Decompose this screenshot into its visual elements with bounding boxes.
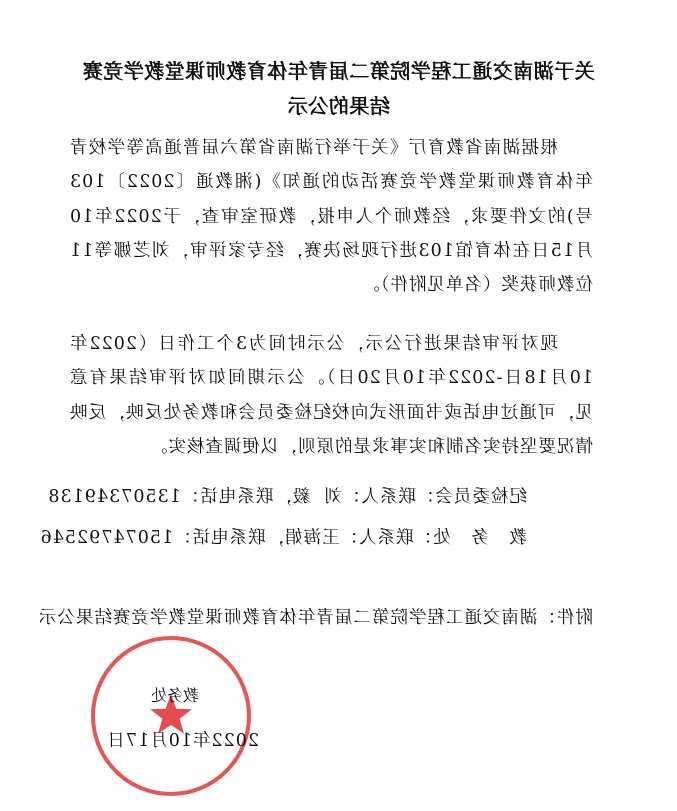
signature-date: 2022年10月17日 (106, 731, 259, 751)
notice-title: 关于湖南交通工程学院第二届青年体育教师课堂教学竞赛 (82, 59, 595, 83)
contact-phone: 联系电话：15074792546 (39, 528, 266, 548)
contact-phone: 联系电话：13507349138 (47, 487, 274, 507)
attachment-line: 附件：湖南交通工程学院第二届青年体育教师课堂教学竞赛结果公示 (38, 608, 593, 628)
contact-row-discipline (47, 483, 527, 508)
contact-row-academic (40, 524, 527, 549)
contact-person: 联系人：刘 毅， (273, 487, 416, 507)
official-seal (87, 632, 255, 800)
contact-dept: 教 务 处： (413, 528, 527, 548)
paragraph-basis: 根据湖南省教育厅《关于举行湖南省第六届普通高等学校青年体育教师课堂教学竞赛活动的通知》(湘教通〔2022〕103号)的文件要求，经教师个人申报，教研室审查，于2022年10月15日在体育馆103进行现场决赛，经专家评审，刘芝娜等11位教师获奖（名单见附件）。 (69, 138, 593, 296)
notice-title-line2: 结果的公示 (287, 94, 390, 118)
contact-person: 联系人：王海娟， (265, 528, 414, 548)
paragraph-publicity: 现对评审结果进行公示，公示时间为3个工作日（2022年10月18日-2022年10月20日）。公示期间如对评审结果有意见，可通过电话或书面形式向校纪检委员会和教务处反映，反映情况要坚持实名制和实事求是的原则，以便调查核实。 (69, 334, 593, 457)
signature-dept: 教务处 (150, 686, 199, 705)
contact-dept: 纪检委员会： (416, 487, 527, 507)
